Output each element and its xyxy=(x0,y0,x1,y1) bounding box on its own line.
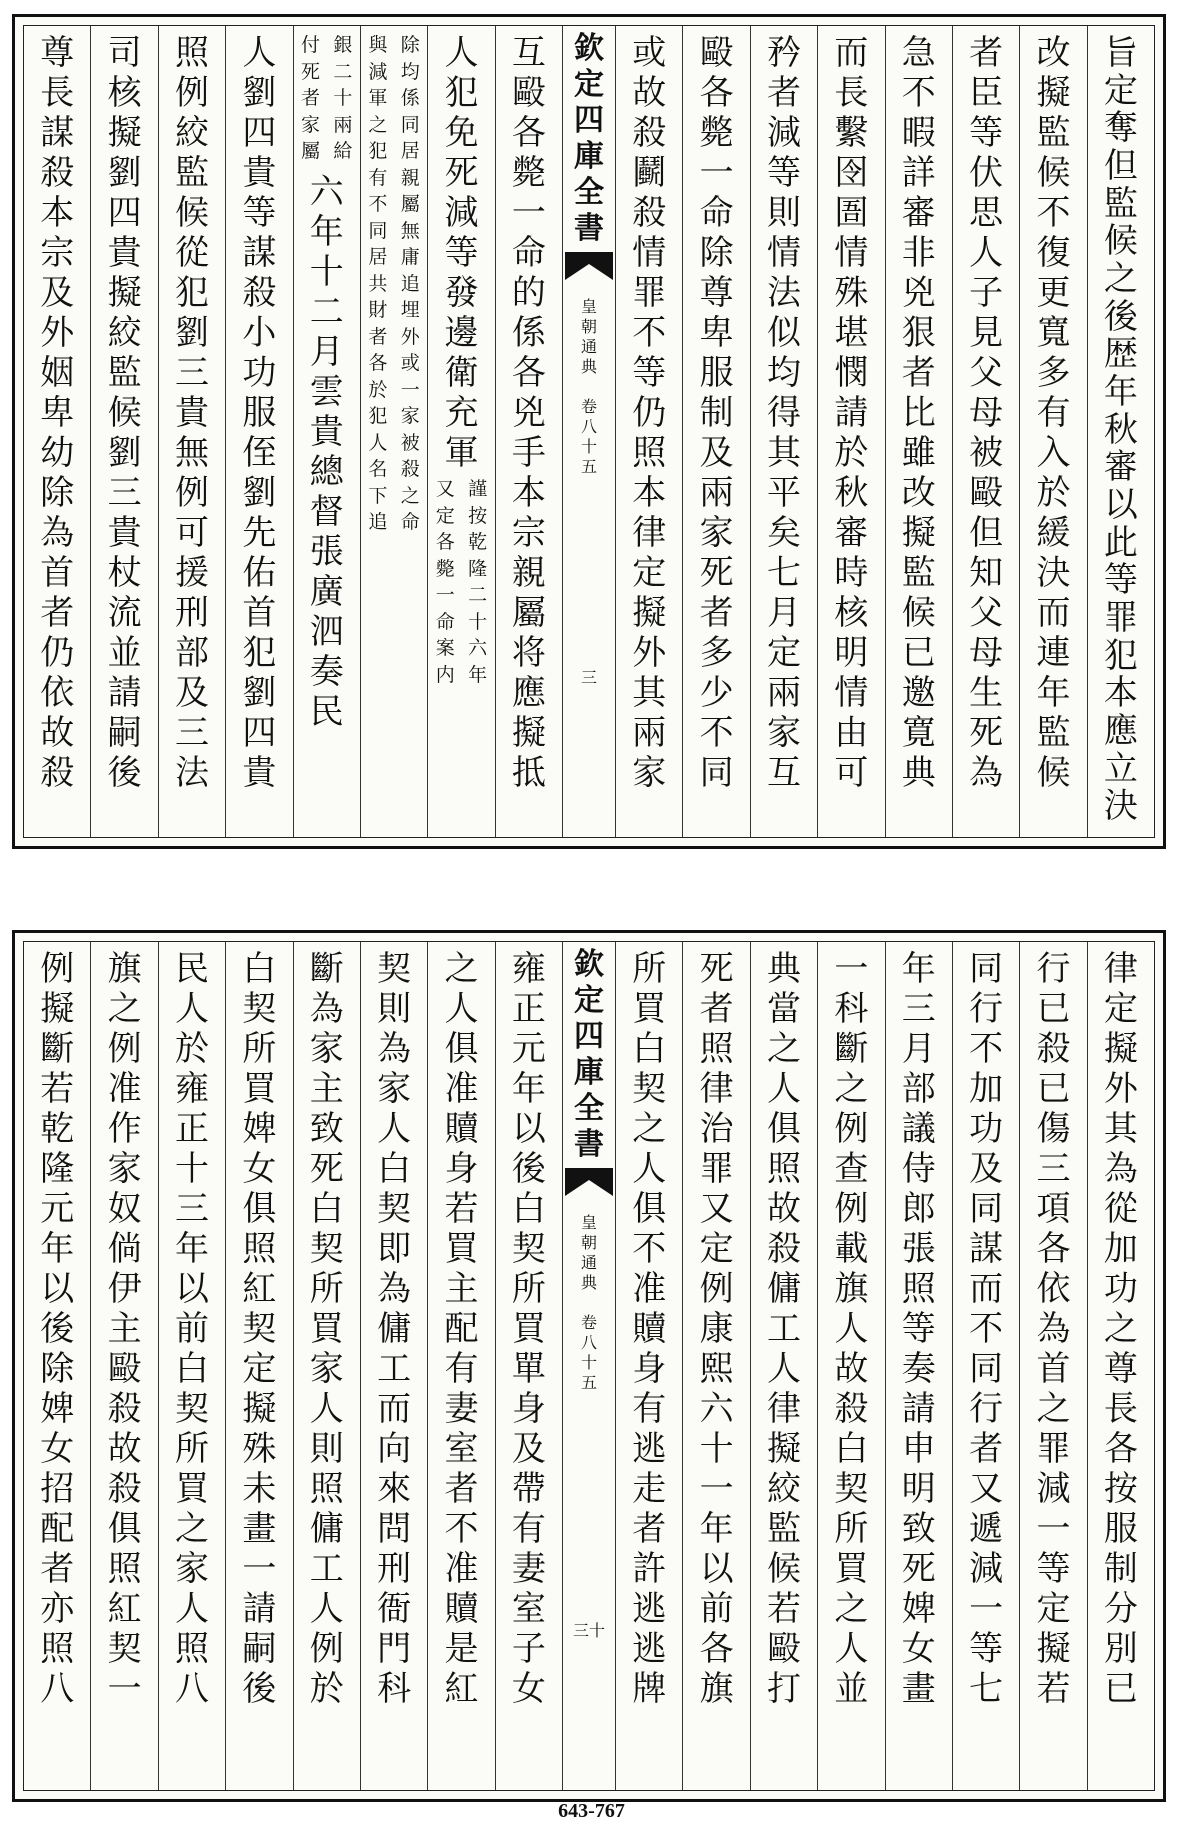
column-text: 改 擬 監 候 不 復 更 寬 多 有 入 於 緩 決 而 連 年 監 候 xyxy=(1036,33,1071,793)
text-column xyxy=(817,26,884,837)
text-column xyxy=(1019,942,1086,1790)
text-column xyxy=(952,26,1019,837)
text-column xyxy=(360,26,427,837)
column-text: 人 犯 免 死 減 等 發 邊 衛 充 軍 xyxy=(444,33,479,473)
fishtail-ornament xyxy=(565,252,613,280)
column-text: 尊 長 謀 殺 本 宗 及 外 姻 卑 幼 除 為 首 者 仍 依 故 殺 xyxy=(40,33,75,793)
column-text: 急 不 暇 詳 審 非 兇 狠 者 比 雖 改 擬 監 候 已 邀 寛 典 xyxy=(901,33,936,793)
annotation-right: 除 均 係 同 居 親 屬 無 庸 追 埋 外 或 一 家 被 殺 之 命 xyxy=(400,34,420,533)
text-column xyxy=(90,26,157,837)
column-text: 雍 正 元 年 以 後 白 契 所 買 單 身 及 帶 有 妻 室 子 女 xyxy=(511,949,546,1709)
column-text: 死 者 照 律 治 罪 又 定 例 康 熙 六 十 一 年 以 前 各 旗 xyxy=(699,949,734,1709)
annotation-left: 付 死 者 家 屬 xyxy=(300,34,320,162)
column-text: 照 例 絞 監 候 從 犯 劉 三 貴 無 例 可 援 刑 部 及 三 法 xyxy=(174,33,209,793)
column-text: 行 已 殺 已 傷 三 項 各 依 為 首 之 罪 減 一 等 定 擬 若 xyxy=(1036,949,1071,1709)
column-text: 例 擬 斷 若 乾 隆 元 年 以 後 除 婢 女 招 配 者 亦 照 八 xyxy=(40,949,75,1709)
text-column xyxy=(615,942,682,1790)
text-column xyxy=(615,26,682,837)
column-text: 一 科 斷 之 例 查 例 載 旗 人 故 殺 白 契 所 買 之 人 並 xyxy=(834,949,869,1709)
text-column xyxy=(495,26,562,837)
text-column xyxy=(360,942,427,1790)
book-series-title: 欽 定 四 庫 全 書 xyxy=(574,31,604,246)
text-column xyxy=(750,26,817,837)
bottom-page-frame xyxy=(12,930,1166,1802)
column-text: 者 臣 等 伏 思 人 子 見 父 母 被 毆 但 知 父 母 生 死 為 xyxy=(969,33,1004,793)
book-series-title: 欽 定 四 庫 全 書 xyxy=(574,947,604,1162)
text-column xyxy=(817,942,884,1790)
column-text: 所 買 白 契 之 人 俱 不 准 贖 身 有 逃 走 者 許 逃 逃 牌 xyxy=(632,949,667,1709)
text-column xyxy=(293,942,360,1790)
page-number: 643-767 xyxy=(558,1800,625,1822)
top-text-columns xyxy=(23,25,1155,838)
bottom-text-columns xyxy=(23,941,1155,1791)
text-column xyxy=(1087,942,1154,1790)
column-text: 矜 者 減 等 則 情 法 似 均 得 其 平 矣 七 月 定 兩 家 互 xyxy=(766,33,801,793)
column-text: 民 人 於 雍 正 十 三 年 以 前 白 契 所 買 之 家 人 照 八 xyxy=(174,949,209,1709)
column-text: 律 定 擬 外 其 為 從 加 功 之 尊 長 各 按 服 制 分 別 已 xyxy=(1103,949,1138,1709)
text-column xyxy=(24,942,90,1790)
annotation-left: 又 定 各 斃 一 命 案 内 xyxy=(435,478,455,686)
text-column xyxy=(158,26,225,837)
fishtail-ornament xyxy=(565,1168,613,1196)
column-text: 白 契 所 買 婢 女 俱 照 紅 契 定 擬 殊 未 畫 一 請 嗣 後 xyxy=(242,949,277,1709)
column-text: 典 當 之 人 俱 照 故 殺 傭 工 人 律 擬 絞 監 候 若 毆 打 xyxy=(766,949,801,1709)
column-text: 旨 定 奪 但 監 候 之 後 歴 年 秋 審 以 此 等 罪 犯 本 應 立 決 xyxy=(1103,33,1138,827)
column-text: 契 則 為 家 人 白 契 即 為 傭 工 而 向 來 問 刑 衙 門 科 xyxy=(377,949,412,1709)
column-text: 互 毆 各 斃 一 命 的 係 各 兇 手 本 宗 親 屬 将 應 擬 抵 xyxy=(511,33,546,793)
column-text: 六 年 十 二 月 雲 貴 總 督 張 廣 泗 奏 民 xyxy=(309,171,344,732)
column-text: 毆 各 斃 一 命 除 尊 卑 服 制 及 兩 家 死 者 多 少 不 同 xyxy=(699,33,734,793)
text-column xyxy=(225,942,292,1790)
text-column xyxy=(682,26,749,837)
center-fold-column xyxy=(562,26,615,837)
text-column xyxy=(24,26,90,837)
text-column xyxy=(1087,26,1154,837)
column-text: 司 核 擬 劉 四 貴 擬 絞 監 候 劉 三 貴 杖 流 並 請 嗣 後 xyxy=(107,33,142,793)
annotation-left: 與 減 軍 之 犯 有 不 同 居 共 財 者 各 於 犯 人 名 下 追 xyxy=(368,34,388,533)
column-text: 人 劉 四 貴 等 謀 殺 小 功 服 侄 劉 先 佑 首 犯 劉 四 貴 xyxy=(242,33,277,793)
folio-number: 三十 xyxy=(572,1621,605,1640)
text-column xyxy=(952,942,1019,1790)
book-and-volume: 皇 朝 通 典 卷 八 十 五 xyxy=(580,297,597,476)
column-text: 而 長 繫 囹 圄 情 殊 堪 憫 請 於 秋 審 時 核 明 情 由 可 xyxy=(834,33,869,793)
text-column xyxy=(427,942,494,1790)
column-text: 之 人 俱 准 贖 身 若 買 主 配 有 妻 室 者 不 准 贖 是 紅 xyxy=(444,949,479,1709)
text-column xyxy=(682,942,749,1790)
column-text: 同 行 不 加 功 及 同 謀 而 不 同 行 者 又 遞 減 一 等 七 xyxy=(969,949,1004,1709)
column-text: 旗 之 例 准 作 家 奴 倘 伊 主 毆 殺 故 殺 俱 照 紅 契 一 xyxy=(107,949,142,1709)
text-column xyxy=(225,26,292,837)
text-column xyxy=(427,26,494,837)
column-text: 年 三 月 部 議 侍 郎 張 照 等 奏 請 申 明 致 死 婢 女 畫 xyxy=(901,949,936,1709)
center-fold-column xyxy=(562,942,615,1790)
annotation-right: 謹 按 乾 隆 二 十 六 年 xyxy=(468,478,488,686)
text-column xyxy=(885,26,952,837)
book-and-volume: 皇 朝 通 典 卷 八 十 五 xyxy=(580,1213,597,1392)
folio-number: 三 xyxy=(580,668,597,687)
top-page-frame xyxy=(12,14,1166,849)
text-column xyxy=(293,26,360,837)
text-column xyxy=(750,942,817,1790)
text-column xyxy=(158,942,225,1790)
column-text: 斷 為 家 主 致 死 白 契 所 買 家 人 則 照 傭 工 人 例 於 xyxy=(309,949,344,1709)
text-column xyxy=(1019,26,1086,837)
annotation-right: 銀 二 十 兩 給 xyxy=(333,34,353,162)
text-column xyxy=(495,942,562,1790)
column-text: 或 故 殺 鬬 殺 情 罪 不 等 仍 照 本 律 定 擬 外 其 兩 家 xyxy=(632,33,667,793)
text-column xyxy=(885,942,952,1790)
text-column xyxy=(90,942,157,1790)
